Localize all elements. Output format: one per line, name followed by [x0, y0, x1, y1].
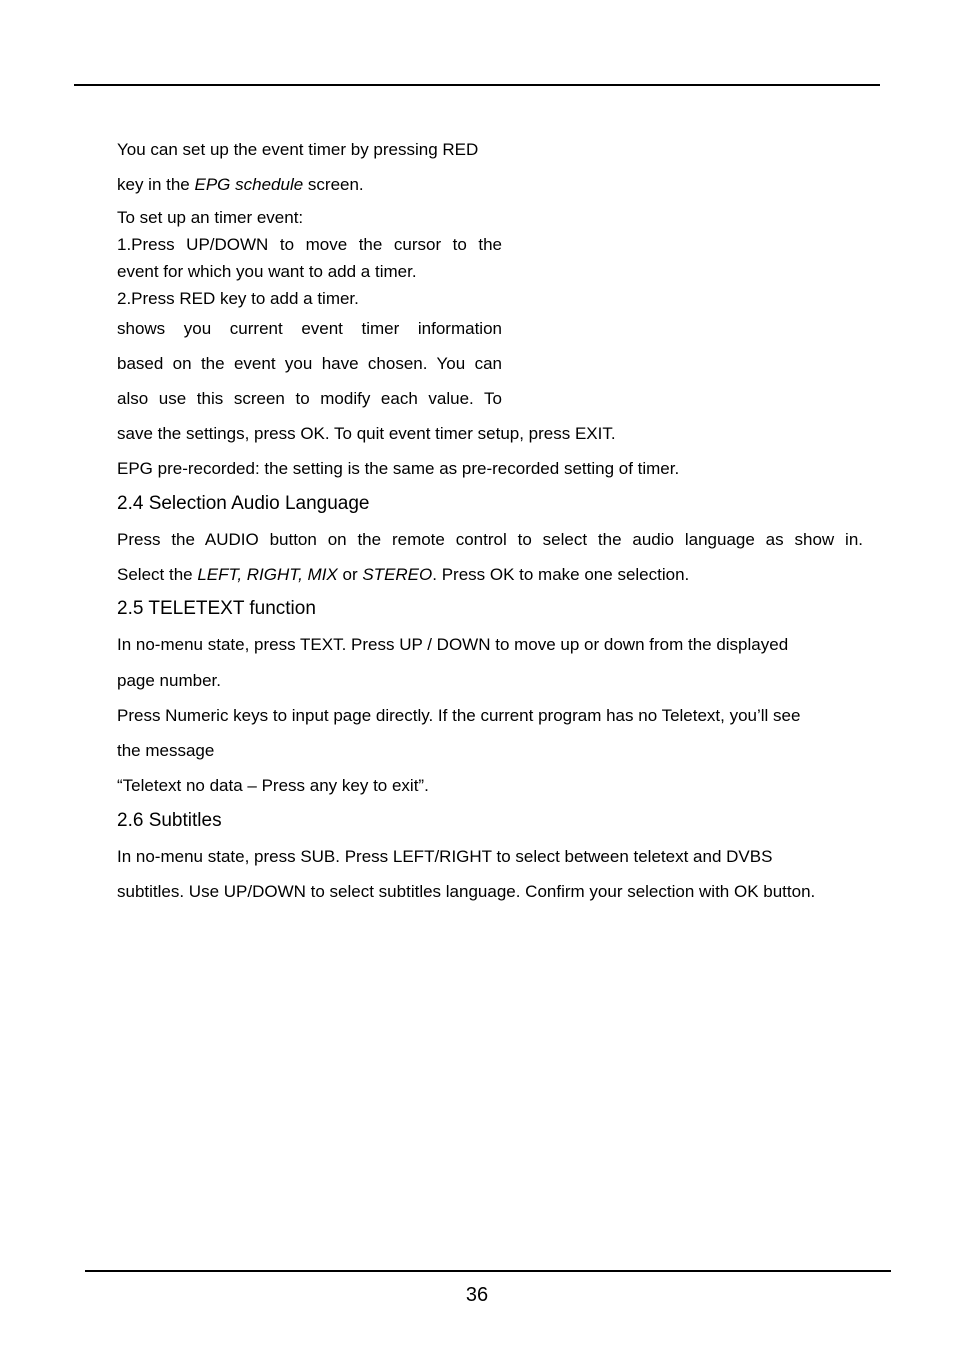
- body-line: To set up an timer event:: [117, 208, 304, 227]
- italic-term: LEFT, RIGHT, MIX: [197, 565, 338, 584]
- footer-rule: [85, 1270, 891, 1272]
- body-line: 1.Press UP/DOWN to move the cursor to the: [117, 235, 502, 254]
- body-line: key in the EPG schedule screen.: [117, 175, 364, 194]
- body-line: In no-menu state, press SUB. Press LEFT/RIGHT to select between teletext and DVBS: [117, 847, 773, 866]
- body-line: Press Numeric keys to input page directly. If the current program has no Teletext, you’ll see: [117, 706, 801, 725]
- body-line: based on the event you have chosen. You can: [117, 354, 502, 373]
- body-line: In no-menu state, press TEXT. Press UP / DOWN to move up or down from the displayed: [117, 635, 789, 654]
- body-line: “Teletext no data – Press any key to exit”.: [117, 776, 429, 795]
- body-line: save the settings, press OK. To quit event timer setup, press EXIT.: [117, 424, 616, 443]
- body-line: event for which you want to add a timer.: [117, 262, 417, 281]
- body-line: subtitles. Use UP/DOWN to select subtitles language. Confirm your selection with OK button.: [117, 882, 816, 901]
- body-line: Select the LEFT, RIGHT, MIX or STEREO. Press OK to make one selection.: [117, 565, 690, 584]
- body-line: You can set up the event timer by pressing RED: [117, 140, 479, 159]
- header-rule: [74, 84, 880, 86]
- italic-term: EPG schedule: [194, 175, 304, 194]
- body-line: 2.Press RED key to add a timer.: [117, 289, 359, 308]
- section-heading: 2.6 Subtitles: [117, 810, 222, 831]
- body-line: the message: [117, 741, 215, 760]
- body-line: EPG pre-recorded: the setting is the same as pre-recorded setting of timer.: [117, 459, 680, 478]
- section-heading: 2.5 TELETEXT function: [117, 598, 316, 619]
- body-line: Press the AUDIO button on the remote control to select the audio language as show in.: [117, 530, 863, 549]
- body-line: shows you current event timer information: [117, 319, 502, 338]
- body-line: also use this screen to modify each value. To: [117, 389, 502, 408]
- body-line: page number.: [117, 671, 221, 690]
- section-heading: 2.4 Selection Audio Language: [117, 493, 370, 514]
- italic-term: STEREO: [362, 565, 433, 584]
- page-number: 36: [465, 1284, 489, 1306]
